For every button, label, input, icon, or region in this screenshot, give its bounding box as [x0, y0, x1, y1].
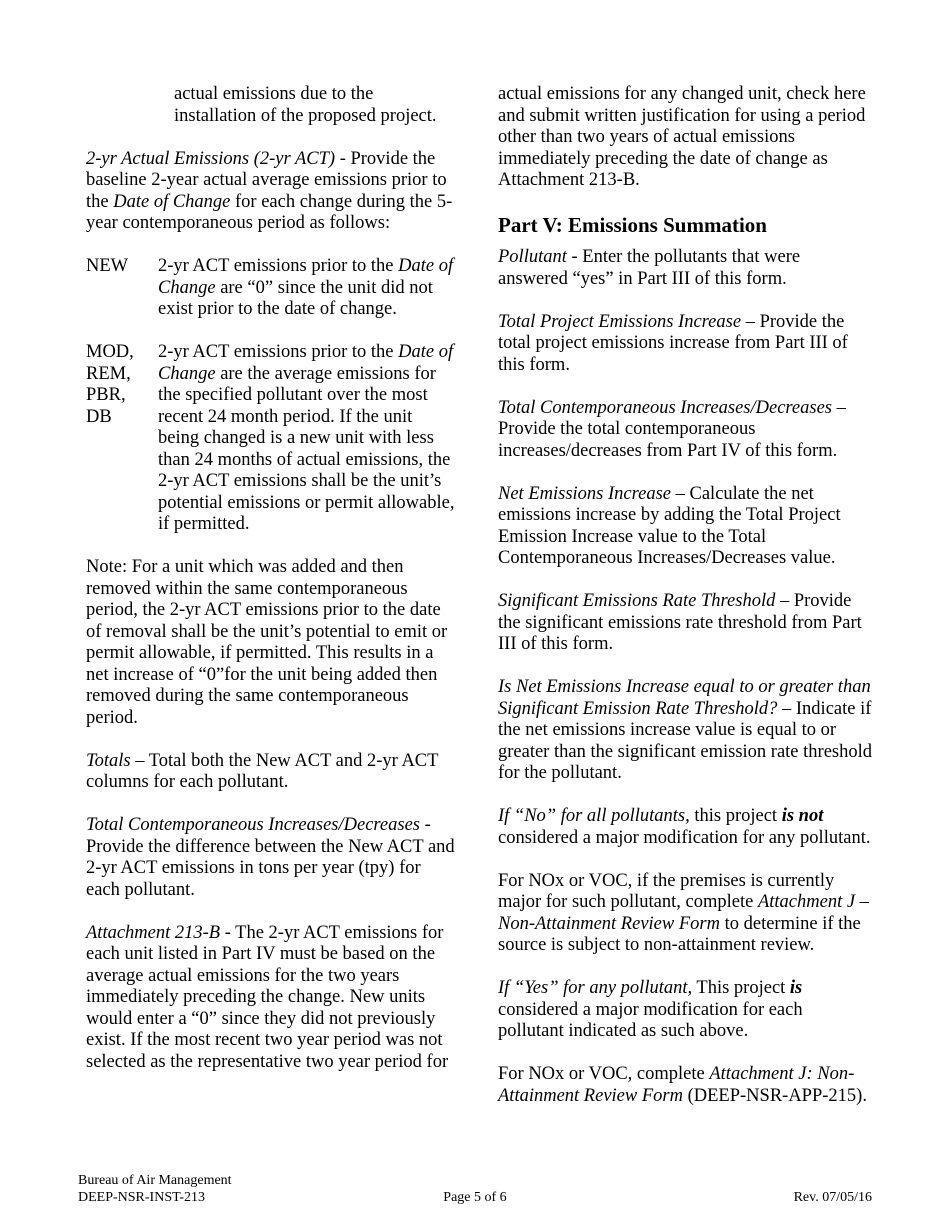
text-run: this project [689, 806, 782, 826]
text-run: - Provide the baseline 2-year actual average emissions prior to the [86, 148, 447, 212]
text-run: – Provide the total project emissions increase from Part III of this form. [498, 311, 848, 375]
text-run: Note: For a unit which was added and then removed within the same contemporaneous period, the 2-yr ACT emissions prior to the date of removal shall be the unit’s potential to emit or permit allowable, if permitted. This results in a net increase of “0”for the unit being added then removed during the same contemporaneous period. [86, 557, 448, 728]
left-column [86, 84, 458, 1129]
text-run: If “Yes” for any pollutant, [498, 978, 693, 998]
paragraph [498, 1064, 872, 1107]
section-heading: Part V: Emissions Summation [498, 213, 767, 237]
text-run: to determine if the source is subject to non-attainment review. [498, 913, 861, 955]
text-run: For NOx or VOC, if the premises is currently major for such pollutant, complete [498, 870, 835, 912]
right-column [498, 84, 872, 1129]
paragraph [498, 484, 872, 570]
footer-page-number: Page 5 of 6 [443, 1190, 507, 1205]
text-run: are the average emissions for the specified pollutant over the most recent 24 month period. If the unit being changed is a new unit with less than 24 months of actual emissions, the 2-yr ACT emissions shall be the unit’s potential emissions or permit allowable, if permitted. [158, 363, 455, 534]
paragraph [86, 557, 458, 729]
paragraph [498, 247, 872, 290]
text-run: Pollutant [498, 247, 567, 267]
definition-label: NEW [86, 256, 129, 276]
text-run: If “No” for all pollutants, [498, 806, 690, 826]
continued-paragraph [174, 84, 458, 127]
text-run: - The 2-yr ACT emissions for each unit listed in Part IV must be based on the average actual emissions for the two years immediately preceding the change. New units would enter a “0” since they did not previously exist. If the most recent two year period was not selected as the representative two year period for [86, 922, 449, 1072]
text-run: – Provide the total contemporaneous increases/decreases from Part IV of this form. [498, 397, 846, 461]
paragraph [498, 806, 872, 849]
text-run: (DEEP-NSR-APP-215). [682, 1085, 867, 1106]
text-run: Total Project Emissions Increase [498, 311, 742, 332]
footer-left-block [78, 1172, 443, 1206]
two-column-layout [86, 84, 872, 1129]
text-run: Total Contemporaneous Increases/Decreases [498, 397, 832, 418]
paragraph [498, 677, 872, 785]
text-run: is not [781, 806, 824, 826]
text-run: is [789, 978, 803, 998]
text-run: – Calculate the net emissions increase by adding the Total Project Emission Increase value to the Total Contemporaneous Increases/Decreases value. [498, 483, 841, 568]
definition-item [86, 256, 458, 321]
text-run: Attachment J – Non-Attainment Review Form [498, 892, 869, 934]
paragraph [86, 815, 458, 901]
paragraph [498, 398, 872, 463]
paragraph [498, 84, 872, 192]
text-run: For NOx or VOC, complete [498, 1064, 710, 1084]
definition-text [158, 342, 458, 536]
text-run: Total Contemporaneous Increases/Decreases [86, 815, 420, 835]
text-run: are “0” since the unit did not exist prior to the date of change. [158, 277, 433, 319]
text-run: This project [692, 978, 790, 998]
paragraph [86, 923, 458, 1074]
paragraph [498, 978, 872, 1043]
text-run: – Indicate if the net emissions increase value is equal to or greater than the significant emission rate threshold for the pollutant. [498, 698, 872, 783]
text-run: for each change during the 5-year contemporaneous period as follows: [86, 191, 453, 233]
text-run: – Provide the significant emissions rate threshold from Part III of this form. [498, 591, 862, 654]
definition-label: MOD, REM, PBR, DB [86, 342, 134, 427]
text-run: - Enter the pollutants that were answered “yes” in Part III of this form. [498, 247, 801, 289]
footer-revision-date: Rev. 07/05/16 [793, 1190, 872, 1205]
text-run: 2-yr Actual Emissions (2-yr ACT) [86, 148, 336, 169]
text-run: Net Emissions Increase [498, 483, 671, 504]
text-run: Date of Change [158, 256, 454, 298]
paragraph [498, 871, 872, 957]
text-run: Attachment J: Non-Attainment Review Form [498, 1064, 855, 1106]
text-run: - Provide the difference between the New ACT and 2-yr ACT emissions in tons per year (tpy) for each pollutant. [86, 815, 455, 900]
footer-bureau-name: Bureau of Air Management [78, 1173, 232, 1188]
text-run: considered a major modification for any pollutant. [498, 827, 871, 848]
paragraph [498, 312, 872, 377]
text-run: considered a major modification for each pollutant indicated as such above. [498, 999, 803, 1041]
text-run: – Total both the New ACT and 2-yr ACT columns for each pollutant. [86, 750, 439, 792]
text-run: Date of Change [158, 342, 454, 384]
text-run: Totals [86, 750, 131, 771]
text-run: Date of Change [113, 191, 231, 212]
text-run: actual emissions due to the installation of the proposed project. [174, 84, 437, 126]
definition-text [158, 256, 458, 321]
text-run: 2-yr ACT emissions prior to the [158, 342, 399, 362]
text-run: actual emissions for any changed unit, check here and submit written justification for using a period other than two years of actual emissions immediately preceding the date of change as Attachment 213-B. [498, 84, 866, 190]
text-run: Is Net Emissions Increase equal to or greater than Significant Emission Rate Threshold? [498, 677, 871, 719]
text-run: Significant Emissions Rate Threshold [498, 591, 776, 611]
footer-document-number: DEEP-NSR-INST-213 [78, 1190, 206, 1205]
text-run: 2-yr ACT emissions prior to the [158, 256, 399, 276]
text-run: Attachment 213-B [86, 922, 221, 943]
paragraph [86, 751, 458, 794]
paragraph [86, 149, 458, 235]
paragraph [498, 591, 872, 656]
page-footer [78, 1172, 872, 1206]
definition-item [86, 342, 458, 536]
